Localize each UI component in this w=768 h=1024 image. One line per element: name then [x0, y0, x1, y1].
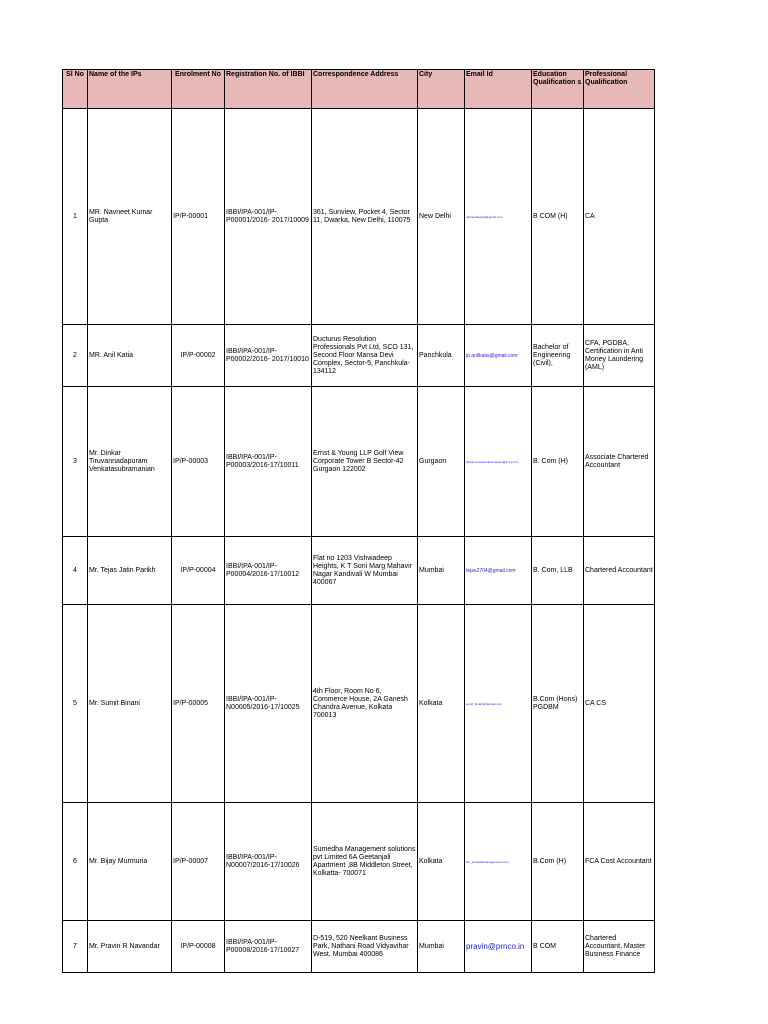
cell-education: Bachelor of Engineering (Civil),	[532, 325, 584, 387]
cell-email	[465, 921, 532, 973]
header-enrolment: Enrolment No	[172, 70, 225, 109]
cell-city: Kolkata	[418, 803, 465, 921]
cell-registration: IBBI/IPA-001/IP-N00007/2016-17/10026	[225, 803, 312, 921]
cell-address: Ducturus Resolution Professionals Pvt Ltd, SCO 131, Second Floor Mansa Devi Complex, Sector-5, Panchkula- 134112	[312, 325, 418, 387]
table-row	[63, 605, 655, 803]
cell-professional: Chartered Accountant, Master Business Finance	[584, 921, 655, 973]
cell-registration: IBBI/IPA-001/IP-P00002/2016- 2017/10010	[225, 325, 312, 387]
cell-registration: IBBI/IPA-001/IP-P00003/2016-17/10011	[225, 387, 312, 537]
cell-city: Gurgaon	[418, 387, 465, 537]
cell-email	[465, 325, 532, 387]
cell-enrolment: IP/P-00008	[172, 921, 225, 973]
email-link[interactable]: navneetkgupta@gmail.com	[466, 214, 503, 219]
cell-address: D-519, 520 Neelkant Business Park, Nathani Road Vidyavihar West, Mumbai 400086	[312, 921, 418, 973]
cell-address: 361, Sunview, Pocket 4, Sector 11, Dwarka, New Delhi, 110075	[312, 109, 418, 325]
header-email: Email Id	[465, 70, 532, 109]
cell-professional: Chartered Accountant	[584, 537, 655, 605]
header-address: Correspondence Address	[312, 70, 418, 109]
cell-registration: IBBI/IPA-001/IP-P00008/2016-17/10027	[225, 921, 312, 973]
cell-professional: Associate Chartered Accountant	[584, 387, 655, 537]
cell-name: MR. Navneet Kumar Gupta	[88, 109, 172, 325]
cell-professional: CFA, PGDBA, Certification in Anti Money Laundering (AML)	[584, 325, 655, 387]
table-row	[63, 803, 655, 921]
table-row	[63, 921, 655, 973]
header-name: Name of the IPs	[88, 70, 172, 109]
cell-registration: IBBI/IPA-001/IP-P00004/2016-17/10012	[225, 537, 312, 605]
cell-email	[465, 387, 532, 537]
cell-enrolment: IP/P-00002	[172, 325, 225, 387]
email-link[interactable]: dinkar.venkatasubramanian@in.ey.com	[466, 459, 519, 464]
table-row	[63, 325, 655, 387]
cell-enrolment: IP/P-00005	[172, 605, 225, 803]
cell-address: 4th Floor, Room No 6, Commerce House, 2A Ganesh Chandra Avenue, Kolkata 700013	[312, 605, 418, 803]
table-row	[63, 387, 655, 537]
cell-city: Panchkula	[418, 325, 465, 387]
cell-address: Sumedha Management solutions pvt Limited 6A Geetanjali Apartment ,8B Middleton Street, Kolkatta- 700071	[312, 803, 418, 921]
cell-email	[465, 537, 532, 605]
cell-name: Mr. Bijay Murmuria	[88, 803, 172, 921]
cell-sl: 2	[63, 325, 88, 387]
cell-sl: 1	[63, 109, 88, 325]
cell-email	[465, 109, 532, 325]
header-sl-no: Sl No	[63, 70, 88, 109]
cell-enrolment: IP/P-00004	[172, 537, 225, 605]
email-link[interactable]: pravin@prnco.in	[466, 941, 525, 951]
table-row	[63, 537, 655, 605]
cell-education: B COM (H)	[532, 109, 584, 325]
cell-name: Mr. Dinkar Tiruvannadapuram Venkatasubramanian	[88, 387, 172, 537]
cell-address: Ernst & Young LLP Golf View Corporate Tower B Sector-42 Gurgaon 122002	[312, 387, 418, 537]
cell-professional: FCA Cost Accountant	[584, 803, 655, 921]
cell-education: B.Com (Hons) PGDBM	[532, 605, 584, 803]
header-registration: Registration No. of IBBI	[225, 70, 312, 109]
header-professional: Professional Qualification	[584, 70, 655, 109]
email-link[interactable]: bm_sumedhamanagement.co.in	[466, 859, 509, 864]
cell-enrolment: IP/P-00007	[172, 803, 225, 921]
email-link[interactable]: ip.anilkatia@gmail.com	[466, 352, 518, 359]
cell-city: Mumbai	[418, 921, 465, 973]
cell-registration: IBBI/IPA-001/IP-N00005/2016-17/10025	[225, 605, 312, 803]
cell-name: Mr. Tejas Jatin Parikh	[88, 537, 172, 605]
cell-sl: 3	[63, 387, 88, 537]
cell-city: New Delhi	[418, 109, 465, 325]
cell-registration: IBBI/IPA-001/IP-P00001/2016- 2017/10009	[225, 109, 312, 325]
cell-education: B. Com (H)	[532, 387, 584, 537]
cell-city: Kolkata	[418, 605, 465, 803]
cell-sl: 6	[63, 803, 88, 921]
cell-education: B.Com (H)	[532, 803, 584, 921]
cell-city: Mumbai	[418, 537, 465, 605]
cell-name: MR. Anil Katia	[88, 325, 172, 387]
email-link[interactable]: sumit_binani@hotmail.com	[466, 701, 503, 706]
email-link[interactable]: tejas2704@gmail.com	[466, 567, 516, 574]
cell-name: Mr. Pravin R Navandar	[88, 921, 172, 973]
cell-address: Flat no 1203 Vishwadeep Heights, K T Soni Marg Mahavir Nagar Kandivali W Mumbai 400067	[312, 537, 418, 605]
cell-professional: CA	[584, 109, 655, 325]
cell-email	[465, 803, 532, 921]
cell-name: Mr. Sumit Binani	[88, 605, 172, 803]
cell-education: B COM	[532, 921, 584, 973]
cell-enrolment: IP/P-00003	[172, 387, 225, 537]
table-row	[63, 109, 655, 325]
ip-register-table	[62, 69, 655, 973]
header-row	[63, 70, 655, 109]
header-education: Education Qualification s	[532, 70, 584, 109]
cell-education: B. Com, LLB	[532, 537, 584, 605]
header-city: City	[418, 70, 465, 109]
cell-email	[465, 605, 532, 803]
cell-enrolment: IP/P-00001	[172, 109, 225, 325]
cell-professional: CA CS	[584, 605, 655, 803]
cell-sl: 5	[63, 605, 88, 803]
cell-sl: 4	[63, 537, 88, 605]
cell-sl: 7	[63, 921, 88, 973]
